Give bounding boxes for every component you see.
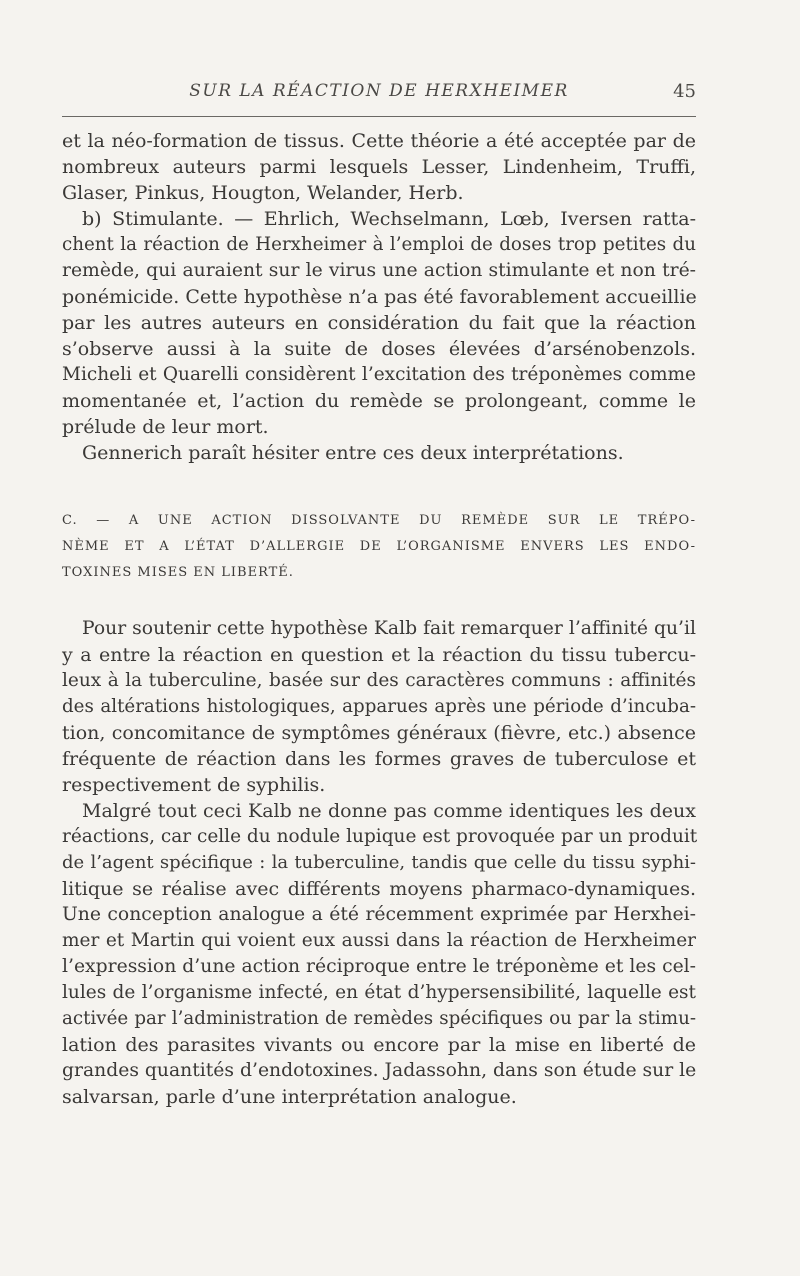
header-rule	[62, 116, 696, 117]
text-line: activée par l’administration de remèdes spécifiques ou par la stimu-	[62, 1008, 696, 1029]
text-line: momentanée et, l’action du remède se prolongeant, comme le	[62, 390, 696, 412]
text-line: leux à la tuberculine, basée sur des caractères communs : affinités	[62, 670, 696, 691]
text-line: nombreux auteurs parmi lesquels Lesser, Lindenheim, Truffi,	[62, 156, 696, 178]
text-line: y a entre la réaction en question et la réaction du tissu tubercu-	[62, 644, 696, 666]
text-line: salvarsan, parle d’une interprétation analogue.	[62, 1086, 517, 1108]
text-line: réactions, car celle du nodule lupique est provoquée par un produit	[62, 826, 698, 847]
text-line: s’observe aussi à la suite de doses élevées d’arsénobenzols.	[62, 338, 696, 360]
text-line: respectivement de syphilis.	[62, 774, 326, 796]
text-line: litique se réalise avec différents moyens pharmaco-dynamiques.	[62, 878, 696, 900]
heading-line: C. — A UNE ACTION DISSOLVANTE DU REMÈDE SUR LE TRÉPO-	[62, 513, 696, 528]
text-line: par les autres auteurs en considération du fait que la réaction	[62, 312, 696, 334]
text-line: lation des parasites vivants ou encore par la mise en liberté de	[62, 1034, 696, 1056]
text-line: des altérations histologiques, apparues après une période d’incuba-	[62, 696, 696, 717]
text-line: de l’agent spécifique : la tuberculine, tandis que celle du tissu syphi-	[62, 852, 696, 873]
text-line: tion, concomitance de symptômes généraux (fièvre, etc.) absence	[62, 722, 696, 744]
text-line: Gennerich paraît hésiter entre ces deux interprétations.	[82, 442, 624, 464]
text-line: Malgré tout ceci Kalb ne donne pas comme identiques les deux	[82, 800, 696, 822]
text-line: chent la réaction de Herxheimer à l’emploi de doses trop petites du	[62, 234, 696, 255]
text-line: Micheli et Quarelli considèrent l’excitation des tréponèmes comme	[62, 364, 696, 385]
heading-line: TOXINES MISES EN LIBERTÉ.	[62, 565, 294, 580]
text-line: et la néo-formation de tissus. Cette théorie a été acceptée par de	[62, 130, 696, 152]
heading-line: NÈME ET A L’ÉTAT D’ALLERGIE DE L’ORGANISME ENVERS LES ENDO-	[62, 539, 696, 554]
running-title: SUR LA RÉACTION DE HERXHEIMER	[189, 81, 569, 101]
text-line: lules de l’organisme infecté, en état d’hypersensibilité, laquelle est	[62, 982, 696, 1003]
text-line: Glaser, Pinkus, Hougton, Welander, Herb.	[62, 182, 464, 204]
text-line: mer et Martin qui voient eux aussi dans la réaction de Herxheimer	[62, 930, 696, 951]
running-head	[62, 81, 696, 105]
text-line: b) Stimulante. — Ehrlich, Wechselmann, Lœb, Iversen ratta-	[82, 208, 696, 230]
text-line: grandes quantités d’endotoxines. Jadassohn, dans son étude sur le	[62, 1060, 697, 1081]
text-line: ponémicide. Cette hypothèse n’a pas été favorablement accueillie	[62, 286, 697, 308]
page-number: 45	[673, 81, 696, 102]
text-line: remède, qui auraient sur le virus une action stimulante et non tré-	[62, 260, 696, 281]
text-line: fréquente de réaction dans les formes graves de tuberculose et	[62, 748, 696, 770]
text-line: Une conception analogue a été récemment exprimée par Herxhei-	[62, 904, 696, 925]
text-line: prélude de leur mort.	[62, 416, 269, 438]
text-line: l’expression d’une action réciproque entre le tréponème et les cel-	[62, 956, 696, 977]
text-line: Pour soutenir cette hypothèse Kalb fait remarquer l’affinité qu’il	[82, 618, 696, 639]
